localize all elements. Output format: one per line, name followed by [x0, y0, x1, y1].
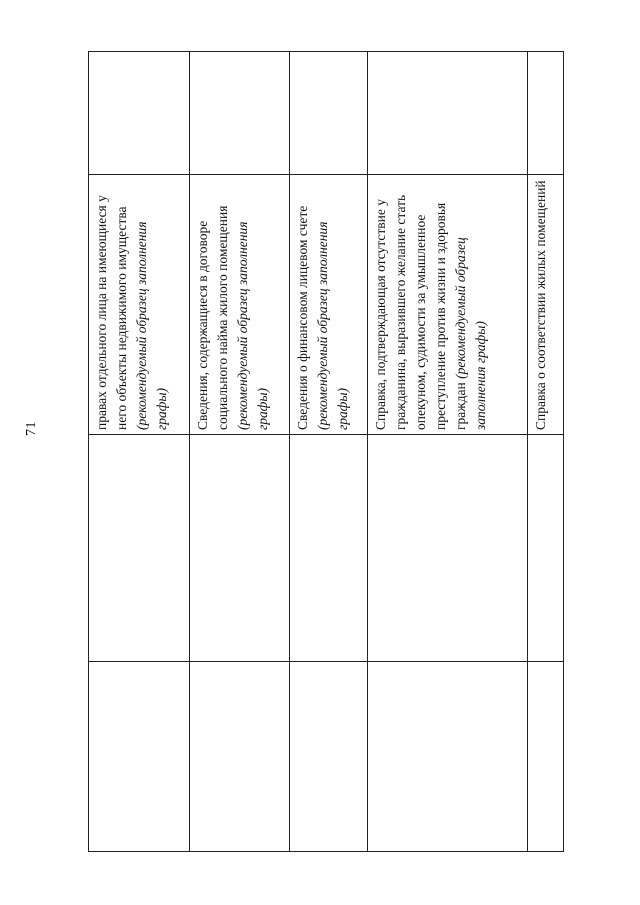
table-cell-empty [290, 52, 368, 175]
document-note: (рекомендуемый образец заполнения графы) [235, 221, 270, 430]
table-cell-empty [89, 435, 190, 662]
table-cell-document [290, 175, 368, 435]
table-cell-empty [290, 435, 368, 662]
document-table [88, 51, 564, 852]
table-cell-empty [190, 52, 290, 175]
document-name: Справка о соответствии жилых помещений [533, 180, 548, 430]
table-cell-empty [190, 435, 290, 662]
table-cell-document [190, 175, 290, 435]
table-cell-empty [290, 662, 368, 852]
table-cell-empty [528, 662, 564, 852]
table-cell-empty [368, 662, 528, 852]
table-row [368, 52, 528, 852]
document-table-container [88, 52, 563, 852]
document-note: (рекомендуемый образец заполнения графы) [453, 237, 488, 430]
document-name: Справка, подтверждающая отсутствие у гражданина, выразившего желание стать опекуном, судимости за умышленное преступление против жизни и здоровья граждан [373, 194, 468, 430]
document-name: Сведения, содержащиеся в договоре социального найма жилого помещения [195, 205, 230, 430]
table-cell-empty [190, 662, 290, 852]
document-name: Сведения о финансовом лицевом счете [295, 205, 310, 430]
table-cell-document [89, 175, 190, 435]
document-note: (рекомендуемый образец заполнения графы) [315, 221, 350, 430]
page-number: 71 [24, 421, 39, 436]
table-cell-document [528, 175, 564, 435]
table-row [89, 52, 190, 852]
document-note: (рекомендуемый образец заполнения графы) [134, 221, 169, 430]
table-row [528, 52, 564, 852]
table-cell-empty [89, 662, 190, 852]
table-cell-document [368, 175, 528, 435]
table-cell-empty [368, 435, 528, 662]
table-cell-empty [528, 435, 564, 662]
table-row [290, 52, 368, 852]
table-row [190, 52, 290, 852]
document-name: правах отдельного лица на имеющиеся у него объекты недвижимого имущества [94, 195, 129, 430]
table-cell-empty [368, 52, 528, 175]
table-cell-empty [528, 52, 564, 175]
table-cell-empty [89, 52, 190, 175]
